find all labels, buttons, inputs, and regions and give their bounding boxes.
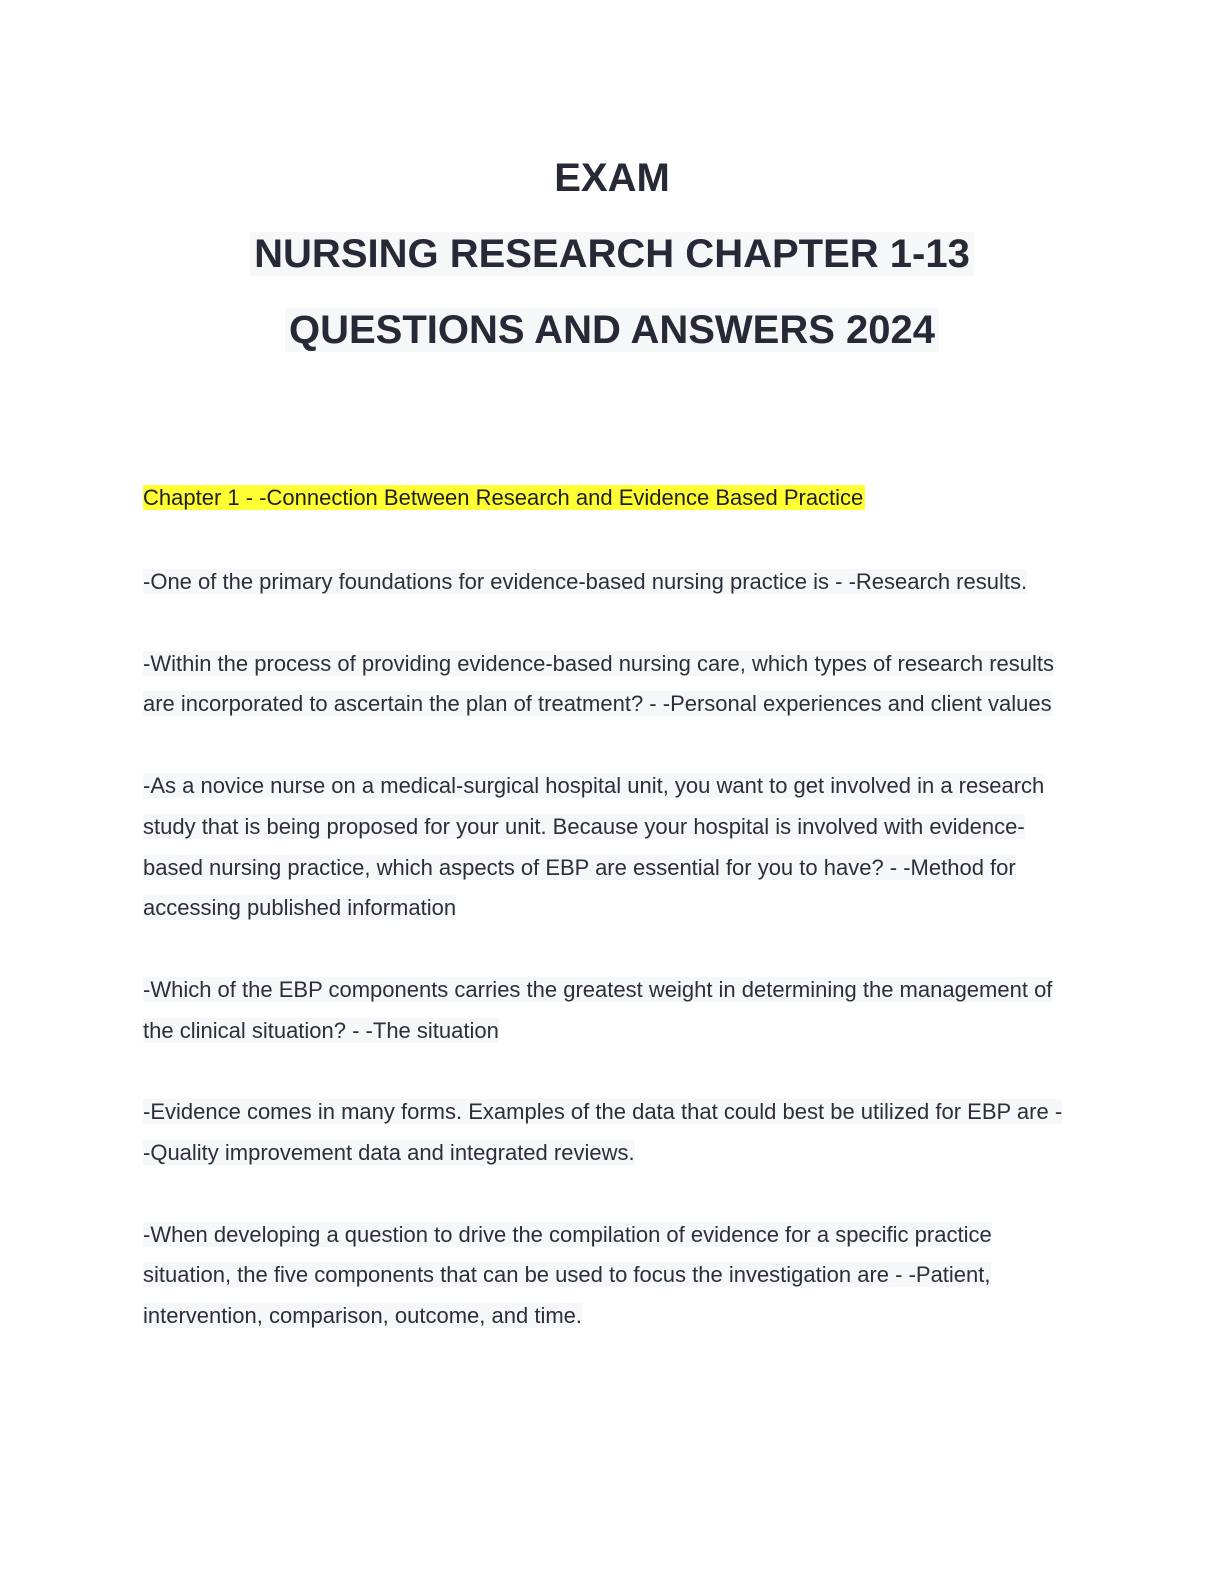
chapter-heading-highlight: Chapter 1 - -Connection Between Research and Evidence Based Practice — [143, 485, 864, 510]
qa-list — [143, 562, 1073, 1378]
chapter-heading — [143, 482, 865, 514]
title-line-exam: EXAM — [554, 156, 670, 200]
qa-item-4: -Which of the EBP components carries the greatest weight in determining the management of the clinical situation? - -The situation — [143, 976, 1053, 1043]
qa-item-2: -Within the process of providing evidence-based nursing care, which types of research results are incorporated to ascertain the plan of treatment? - -Personal experiences and client values — [143, 650, 1055, 717]
document-title — [0, 140, 1224, 368]
qa-item-5: -Evidence comes in many forms. Examples of the data that could best be utilized for EBP are - -Quality improvement data and integrated reviews. — [143, 1099, 1063, 1166]
title-line-qa: QUESTIONS AND ANSWERS 2024 — [0, 292, 1224, 368]
qa-item-3: -As a novice nurse on a medical-surgical hospital unit, you want to get involved in a research study that is being proposed for your unit. Because your hospital is involved with evidence-based nursing practice, which aspects of EBP are essential for you to have? - -Method for accessing published information — [143, 773, 1045, 921]
qa-item-6: -When developing a question to drive the compilation of evidence for a specific practice situation, the five components that can be used to focus the investigation are - -Patient, intervention, comparison, outcome, and time. — [143, 1221, 992, 1329]
qa-item-1: -One of the primary foundations for evidence-based nursing practice is - -Research results. — [143, 569, 1028, 594]
title-line-subject: NURSING RESEARCH CHAPTER 1-13 — [0, 216, 1224, 292]
